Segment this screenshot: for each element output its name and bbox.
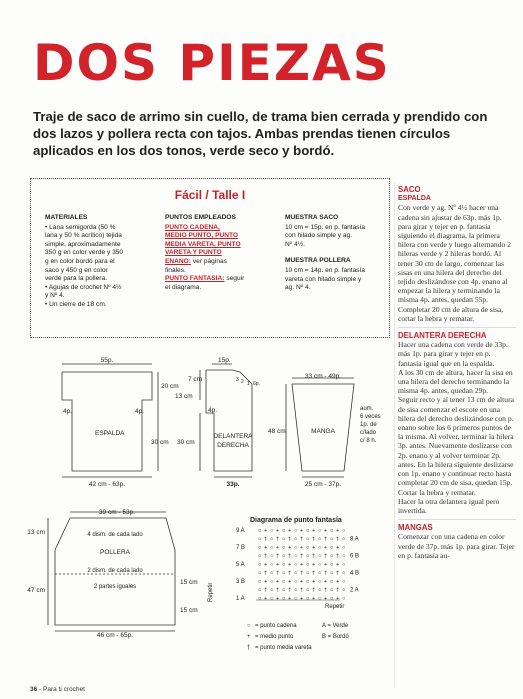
fantasia-row-label-left: 5 A	[236, 562, 245, 568]
stitch-symbol: †	[264, 587, 268, 594]
fantasia-repetir-v: Repetir	[208, 582, 214, 602]
pollera-13cm: 13 cm	[27, 529, 45, 536]
delantera-4p: 4p.	[208, 407, 218, 414]
stitch-symbol: ○	[306, 579, 310, 585]
pollera-47cm: 47 cm	[27, 587, 45, 594]
stitch-symbol: +	[276, 579, 280, 585]
stitch-symbol: †	[336, 570, 340, 577]
espalda-top-label: 55p.	[100, 357, 114, 364]
pollera-15cm-b: 15 cm	[180, 607, 198, 614]
materiales-line: g en color bordó para el	[45, 257, 115, 265]
stitch-symbol: ○	[270, 553, 274, 560]
fantasia-row-label-right: 2 A	[350, 587, 359, 594]
materiales-line: verde para la pollera.	[45, 275, 107, 283]
stitch-symbol: ○	[342, 570, 346, 577]
stitch-symbol: ○	[294, 528, 298, 534]
enano-text: ver páginas	[192, 257, 227, 265]
stitch-symbol: +	[288, 528, 292, 534]
stitch-symbol: ○	[306, 570, 310, 577]
fantasia-row-label-left: 7 B	[236, 545, 246, 551]
punto-link[interactable]: PUNTO CADENA,	[165, 223, 220, 231]
stitch-symbol: ○	[270, 596, 274, 602]
materiales-line: • Lana semigorda (50 %	[45, 223, 116, 231]
manga-aum-3: c/lado	[360, 430, 377, 436]
legend-sym-0: ○	[247, 623, 251, 629]
stitch-symbol: +	[312, 528, 316, 534]
stitch-symbol: ○	[282, 587, 286, 594]
stitch-symbol: ○	[294, 562, 298, 568]
muestra-pollera-line: vareta con hilado simple y	[285, 275, 362, 283]
stitch-symbol: †	[300, 536, 304, 543]
level-label: Fácil / Talle I	[174, 188, 246, 202]
stitch-symbol: +	[324, 596, 328, 602]
delantera-7cm: 7 cm	[188, 376, 203, 383]
puntos-heading: PUNTOS EMPLEADOS	[165, 214, 236, 221]
stitch-symbol: †	[312, 587, 316, 594]
espalda-name: ESPALDA	[95, 430, 125, 437]
legend-text-0: = punto cadena	[255, 623, 297, 629]
stitch-symbol: ○	[318, 579, 322, 585]
fantasia-grid	[236, 528, 359, 602]
stitch-symbol: +	[300, 596, 304, 602]
stitch-symbol: ○	[318, 536, 322, 543]
stitch-symbol: ○	[282, 536, 286, 543]
stitch-symbol: ○	[258, 570, 262, 577]
pollera-dism-2a: 2 dism. de cada lado	[87, 568, 143, 574]
stitch-symbol: ○	[294, 536, 298, 543]
stitch-symbol: ○	[318, 545, 322, 551]
punto-link[interactable]: MEDIO PUNTO, PUNTO	[165, 232, 239, 240]
muestra-pollera-line: 10 cm = 14p. en p. fantasía	[285, 266, 366, 274]
stitch-symbol: ○	[318, 587, 322, 594]
stitch-symbol: †	[300, 587, 304, 594]
materiales-line: • Agujas de crochet Nº 4½	[45, 283, 122, 291]
delantera-heading: DELANTERA DERECHA	[398, 331, 487, 341]
stitch-symbol: ○	[258, 587, 262, 594]
mangas-text: Comenzar con una cadena en color verde de 37p. más 1p. para girar. Tejer en p. fantasía au-	[398, 532, 515, 560]
stitch-symbol: ○	[294, 596, 298, 602]
stitch-symbol: ○	[270, 562, 274, 568]
stitch-symbol: ○	[330, 528, 334, 534]
stitch-symbol: +	[312, 545, 316, 551]
materiales-line: simple, aproximadamente	[45, 240, 121, 248]
stitch-symbol: ○	[342, 579, 346, 585]
stitch-symbol: †	[312, 570, 316, 577]
stitch-symbol: +	[324, 545, 328, 551]
stitch-symbol: ○	[318, 553, 322, 560]
stitch-symbol: ○	[330, 536, 334, 543]
stitch-symbol: +	[336, 562, 340, 568]
stitch-symbol: ○	[318, 596, 322, 602]
fantasia-row-label-right: 6 B	[350, 553, 360, 560]
delantera-height: 30 cm	[177, 439, 195, 446]
stitch-symbol: †	[324, 570, 328, 577]
stitch-symbol: †	[288, 570, 292, 577]
stitch-symbol: +	[336, 545, 340, 551]
stitch-symbol: ○	[318, 562, 322, 568]
muestra-column	[285, 214, 380, 293]
fantasia-row-label-left: 3 B	[236, 579, 246, 585]
stitch-symbol: †	[276, 587, 280, 594]
stitch-symbol: +	[276, 545, 280, 551]
delantera-text-2: A los 30 cm de altura, hacer la sisa en una hilera del derecho terminando la misma 4p. antes, quedan 29p.	[398, 367, 513, 396]
stitch-symbol: +	[276, 562, 280, 568]
stitch-symbol: ○	[258, 596, 262, 602]
espalda-text-2: Completar 20 cm de altura de sisa, cortar la hebra y rematar.	[398, 304, 504, 323]
stitch-symbol: ○	[282, 579, 286, 585]
manga-aum-2: 1p. de	[360, 422, 377, 428]
stitch-symbol: ○	[258, 553, 262, 560]
manga-top: 33 cm - 49p.	[304, 373, 342, 380]
stitch-symbol: +	[264, 596, 268, 602]
stitch-symbol: ○	[342, 528, 346, 534]
stitch-symbol: +	[288, 579, 292, 585]
delantera-2: 2	[241, 379, 244, 385]
instructions-column	[398, 183, 516, 560]
stitch-symbol: +	[288, 545, 292, 551]
stitch-symbol: †	[336, 553, 340, 560]
stitch-symbol: †	[288, 587, 292, 594]
stitch-symbol: ○	[294, 553, 298, 560]
stitch-symbol: ○	[258, 528, 262, 534]
footer	[30, 686, 85, 693]
manga-name: MANGA	[311, 428, 335, 435]
delantera-bottom: 33p.	[226, 481, 240, 488]
mangas-heading: MANGAS	[398, 523, 433, 533]
materiales-heading: MATERIALES	[45, 214, 88, 221]
pollera-dism-2b: 2 partes iguales	[93, 584, 137, 590]
stitch-symbol: ○	[282, 570, 286, 577]
stitch-symbol: +	[336, 579, 340, 585]
materiales-line: y Nº 4.	[45, 292, 65, 300]
stitch-symbol: +	[264, 528, 268, 534]
pollera-15cm-a: 15 cm	[180, 579, 198, 586]
finales-text: finales.	[165, 266, 186, 274]
stitch-symbol: +	[312, 596, 316, 602]
stitch-symbol: †	[312, 553, 316, 560]
muestra-saco-line: 10 cm = 15p. en p. fantasía	[285, 223, 366, 231]
diagrama-text: el diagrama.	[165, 283, 202, 291]
stitch-symbol: ○	[258, 579, 262, 585]
stitch-symbol: ○	[342, 545, 346, 551]
stitch-symbol: ○	[318, 528, 322, 534]
stitch-symbol: ○	[294, 545, 298, 551]
delantera-name-1: DELANTERA	[213, 433, 253, 440]
stitch-symbol: †	[288, 536, 292, 543]
stitch-symbol: ○	[270, 587, 274, 594]
stitch-symbol: ○	[306, 562, 310, 568]
manga-bottom: 25 cm - 37p.	[304, 481, 342, 488]
pollera-dism-1: 4 dism. de cada lado	[87, 532, 143, 538]
delantera-6p: 6p.	[253, 381, 260, 387]
legend-text-2: = punto media vareta	[255, 645, 312, 651]
espalda-right4p: 4p.	[135, 408, 145, 415]
stitch-symbol: ○	[270, 570, 274, 577]
stitch-symbol: †	[336, 587, 340, 594]
stitch-symbol: +	[264, 562, 268, 568]
legend-text-3: A = Verde	[322, 623, 349, 629]
delantera-outline	[206, 370, 252, 471]
muestra-saco-heading: MUESTRA SACO	[285, 214, 339, 221]
stitch-symbol: ○	[306, 545, 310, 551]
stitch-symbol: †	[276, 553, 280, 560]
publication-name: - Para ti crochet	[37, 686, 85, 693]
stitch-symbol: +	[312, 579, 316, 585]
muestra-pollera-heading: MUESTRA POLLERA	[285, 257, 351, 265]
manga-aum-4: c/ 8 h.	[360, 438, 377, 444]
stitch-symbol: ○	[306, 587, 310, 594]
stitch-symbol: ○	[306, 553, 310, 560]
stitch-symbol: +	[288, 596, 292, 602]
saco-heading: SACO	[398, 185, 421, 194]
stitch-symbol: +	[312, 562, 316, 568]
stitch-symbol: †	[300, 553, 304, 560]
stitch-symbol: ○	[330, 562, 334, 568]
stitch-symbol: +	[324, 579, 328, 585]
stitch-symbol: ○	[294, 587, 298, 594]
stitch-symbol: ○	[330, 553, 334, 560]
stitch-symbol: †	[264, 553, 268, 560]
stitch-symbol: ○	[270, 536, 274, 543]
espalda-height: 30 cm	[151, 439, 169, 446]
stitch-symbol: ○	[306, 536, 310, 543]
stitch-symbol: +	[300, 562, 304, 568]
pollera-top: 39 cm - 53p.	[98, 509, 136, 516]
page-number: 36	[30, 686, 38, 693]
legend-sym-2: †	[247, 645, 251, 651]
muestra-saco-line: Nº 4½.	[285, 240, 306, 248]
fantasia-row-label-left: 1 A	[236, 596, 245, 602]
stitch-symbol: ○	[294, 570, 298, 577]
stitch-symbol: +	[264, 545, 268, 551]
espalda-heading: ESPALDA	[398, 195, 431, 203]
stitch-symbol: ○	[282, 562, 286, 568]
delantera-text: Hacer una cadena con verde de 33p. más 1p. para girar y tejer en p. fantasía igual que en la espalda.	[398, 340, 508, 368]
punto-enano-link[interactable]: ENANO:	[165, 257, 192, 265]
stitch-symbol: ○	[330, 545, 334, 551]
stitch-symbol: †	[288, 553, 292, 560]
stitch-symbol: ○	[318, 570, 322, 577]
stitch-symbol: +	[300, 528, 304, 534]
stitch-symbol: ○	[282, 553, 286, 560]
stitch-symbol: +	[276, 528, 280, 534]
stitch-symbol: ○	[330, 579, 334, 585]
espalda-sisa-label: 20 cm	[161, 383, 179, 390]
muestra-pollera-line: ag. Nº 4.	[285, 284, 311, 292]
fantasia-repetir-h: Repetir	[325, 604, 345, 610]
stitch-symbol: ○	[258, 545, 262, 551]
materiales-line: saco y 450 g en color	[45, 266, 108, 274]
punto-link[interactable]: VARETA Y PUNTO	[165, 249, 222, 257]
manga-height: 48 cm	[268, 428, 286, 435]
espalda-text: Con verde y ag. Nº 4½ hacer una cadena sin ajustar de 63p. más 1p. para girar y tejer en p. fantasía siguiendo el diagrama, la primera hilera con verde y luego alternando 2 hileras verde y 2 hileras bordó. Al tener 30 cm de largo, comenzar las sisas en una hilera del derecho del tejido deslizándose con 4p. enano al empezar la hilera y terminando la misma 4p. antes, quedan 55p.	[398, 203, 512, 305]
pollera-name: POLLERA	[100, 549, 130, 556]
stitch-symbol: †	[324, 536, 328, 543]
delantera-text-3: Seguir recto y al tener 13 cm de altura de sisa comenzar el escote en una hilera del derecho deslizándose con p. enano sobre los 6 primeros puntos de la misma. Al volver, terminar la hilera 3p. antes. Nuevamente deslizarse con 2p. enano y al volver terminar 2p. antes. En la hilera siguiente deslizarse con 1p. enano y continuar recto hasta completar 20 cm de sisa, quedan 15p. Cortar la hebra y rematar.	[398, 395, 514, 497]
stitch-symbol: ○	[342, 536, 346, 543]
stitch-symbol: ○	[282, 528, 286, 534]
manga-aum-0: aum.	[360, 406, 374, 412]
stitch-symbol: +	[324, 528, 328, 534]
stitch-symbol: ○	[330, 570, 334, 577]
stitch-symbol: ○	[282, 596, 286, 602]
stitch-symbol: †	[324, 553, 328, 560]
stitch-symbol: ○	[330, 587, 334, 594]
espalda-outline	[62, 372, 152, 471]
fantasia-title: Diagrama de punto fantasía	[250, 517, 342, 524]
delantera-1: 1	[247, 381, 250, 387]
stitch-symbol: ○	[270, 528, 274, 534]
stitch-symbol: +	[324, 562, 328, 568]
stitch-symbol: †	[336, 536, 340, 543]
stitch-symbol: ○	[342, 562, 346, 568]
punto-link[interactable]: MEDIA VARETA, PUNTO	[165, 240, 241, 248]
manga-aum-1: 6 veces	[360, 414, 381, 420]
fantasia-row-label-right: 4 B	[350, 570, 360, 577]
stitch-symbol: ○	[294, 579, 298, 585]
stitch-symbol: †	[300, 570, 304, 577]
stitch-symbol: ○	[342, 596, 346, 602]
column-divider	[394, 183, 395, 688]
fantasia-row-label-right: 8 A	[350, 536, 359, 543]
stitch-symbol: +	[336, 596, 340, 602]
legend-text-4: B = Bordó	[322, 634, 349, 640]
legend-sym-1: +	[247, 634, 251, 640]
stitch-symbol: †	[264, 536, 268, 543]
muestra-saco-line: con hilado simple y ag.	[285, 232, 353, 240]
stitch-symbol: +	[276, 596, 280, 602]
stitch-symbol: +	[300, 579, 304, 585]
stitch-symbol: +	[264, 579, 268, 585]
stitch-symbol: +	[300, 545, 304, 551]
stitch-symbol: †	[264, 570, 268, 577]
stitch-symbol: ○	[258, 536, 262, 543]
punto-fantasia-link[interactable]: PUNTO FANTASIA:	[165, 275, 225, 283]
stitch-symbol: ○	[282, 545, 286, 551]
stitch-symbol: ○	[306, 528, 310, 534]
stitch-symbol: +	[336, 528, 340, 534]
puntos-column	[165, 214, 265, 292]
stitch-symbol: +	[288, 562, 292, 568]
stitch-symbol: ○	[258, 562, 262, 568]
stitch-symbol: ○	[342, 553, 346, 560]
materiales-line: lana y 50 % acrílico) tejida	[45, 232, 122, 240]
materiales-line: 350 g en color verde y 350	[45, 249, 124, 257]
stitch-symbol: †	[324, 587, 328, 594]
schematics-diagram	[0, 340, 394, 685]
fantasia-row-label-left: 9 A	[236, 528, 245, 534]
stitch-symbol: ○	[270, 579, 274, 585]
pollera-bottom: 46 cm - 65p.	[96, 632, 134, 639]
stitch-symbol: ○	[330, 596, 334, 602]
espalda-left4p: 4p.	[63, 408, 73, 415]
materiales-column	[45, 214, 140, 310]
delantera-top: 15p.	[218, 357, 231, 364]
legend-text-1: = medio punto	[255, 634, 294, 640]
fantasia-text: seguir	[226, 275, 245, 283]
stitch-symbol: ○	[270, 545, 274, 551]
lead-paragraph: Traje de saco de arrimo sin cuello, de trama bien cerrada y prendido con dos lazos y pollera recta con tajos. Ambas prendas tienen círculos aplicados en los dos tonos, verde seco y bordó.	[33, 109, 488, 158]
stitch-symbol: ○	[306, 596, 310, 602]
materiales-line: • Un cierre de 18 cm.	[45, 300, 107, 308]
espalda-bottom: 42 cm - 63p.	[88, 481, 126, 488]
stitch-symbol: †	[312, 536, 316, 543]
delantera-3: 3	[236, 377, 239, 383]
delantera-text-4: Hacer la otra delantera igual pero invertida.	[398, 496, 500, 515]
delantera-13cm: 13 cm	[175, 393, 193, 400]
page-title: DOS PIEZAS	[33, 34, 391, 92]
stitch-symbol: †	[276, 536, 280, 543]
stitch-symbol: ○	[342, 587, 346, 594]
delantera-name-2: DERECHA	[217, 442, 249, 449]
stitch-symbol: †	[276, 570, 280, 577]
